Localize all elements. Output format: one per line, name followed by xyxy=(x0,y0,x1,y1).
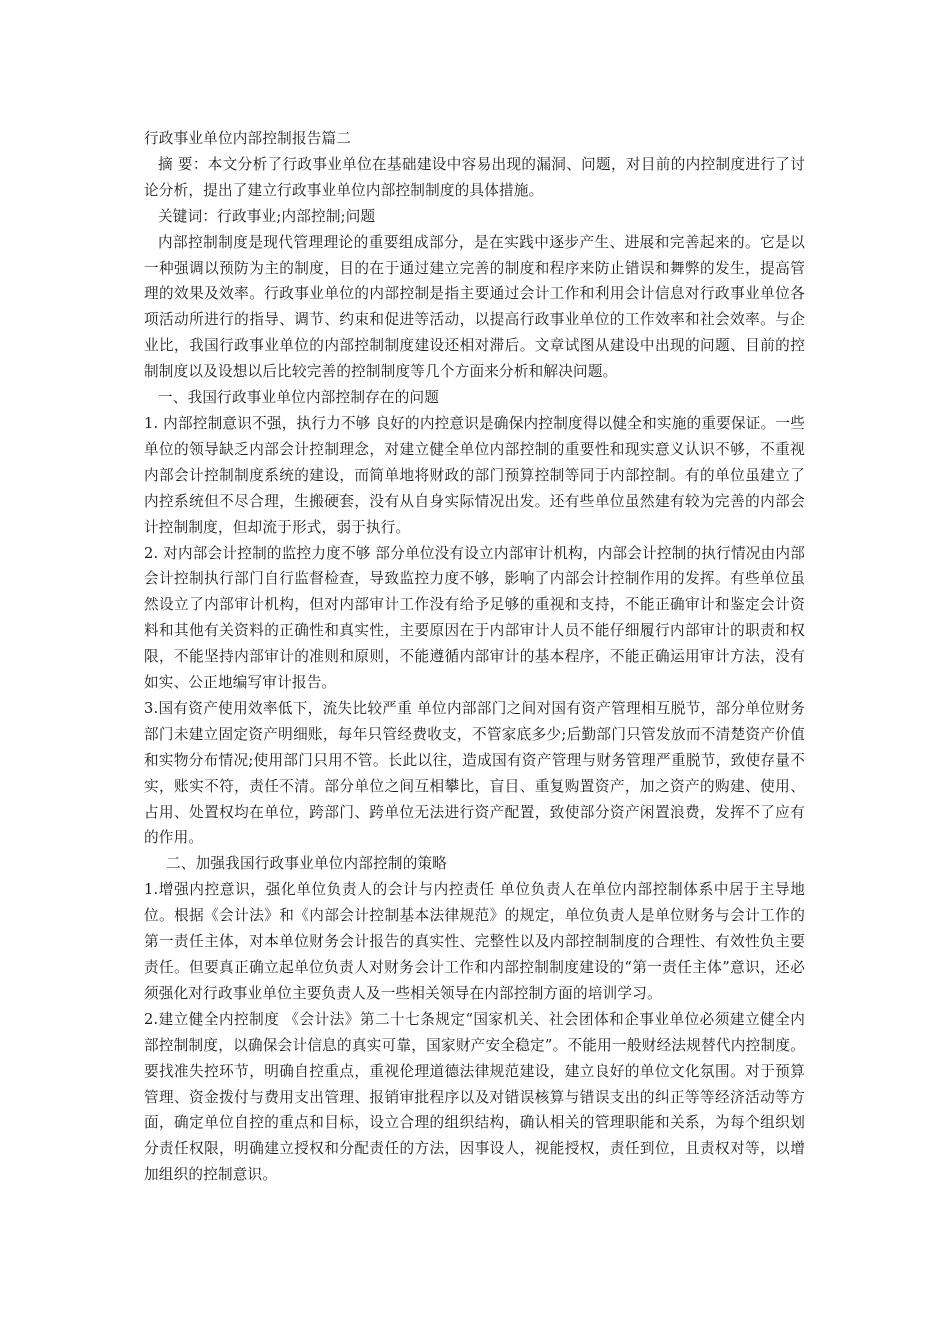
section1-paragraph-2: 2. 对内部会计控制的监控力度不够 部分单位没有设立内部审计机构，内部会计控制的执行情况由内部会计控制执行部门自行监督检查，导致监控力度不够，影响了内部会计控制作用的发挥。有些单位虽然设立了内部审计机构，但对内部审计工作没有给予足够的重视和支持，不能正确审计和鉴定会计资料和其他有关资料的正确性和真实性，主要原因在于内部审计人员不能仔细履行内部审计的职责和权限，不能坚持内部审计的准则和原则，不能遵循内部审计的基本程序，不能正确运用审计方法，没有如实、公正地编写审计报告。 xyxy=(144,544,805,692)
abstract-paragraph: 摘 要：本文分析了行政事业单位在基础建设中容易出现的漏洞、问题，对目前的内控制度进行了讨论分析，提出了建立行政事业单位内部控制制度的具体措施。 xyxy=(144,155,805,199)
section2-paragraph-2: 2.建立健全内控制度 《会计法》第二十七条规定“国家机关、社会团体和企事业单位必须建立健全内部控制制度，以确保会计信息的真实可靠，国家财产安全稳定”。不能用一般财经法规替代内控制度。要找准失控环节，明确自控重点，重视伦理道德法律规范建设，建立良好的单位文化氛围。对于预算管理、资金拨付与费用支出管理、报销审批程序以及对错误核算与错误支出的纠正等等经济活动等方面，确定单位自控的重点和目标，设立合理的组织结构，确认相关的管理职能和关系，为每个组织划分责任权限，明确建立授权和分配责任的方法，因事设人，视能授权，责任到位，且责权对等，以增加组织的控制意识。 xyxy=(144,1010,805,1184)
section1-paragraph-3: 3.国有资产使用效率低下，流失比较严重 单位内部部门之间对国有资产管理相互脱节，部分单位财务部门未建立固定资产明细账，每年只管经费收支，不管家底多少;后勤部门只管发放而不清楚资产价值和实物分布情况;使用部门只用不管。长此以往，造成国有资产管理与财务管理严重脱节，致使存量不实，账实不符，责任不清。部分单位之间互相攀比，盲目、重复购置资产，加之资产的购建、使用、占用、处置权均在单位，跨部门、跨单位无法进行资产配置，致使部分资产闲置浪费，发挥不了应有的作用。 xyxy=(144,699,805,847)
section2-paragraph-1: 1.增强内控意识，强化单位负责人的会计与内控责任 单位负责人在单位内部控制体系中居于主导地位。根据《会计法》和《内部会计控制基本法律规范》的规定，单位负责人是单位财务与会计工作的第一责任主体，对本单位财务会计报告的真实性、完整性以及内部控制制度的合理性、有效性负主要责任。但要真正确立起单位负责人对财务会计工作和内部控制制度建设的“第一责任主体”意识，还必须强化对行政事业单位主要负责人及一些相关领导在内部控制方面的培训学习。 xyxy=(144,881,805,1002)
section-heading-2: 二、加强我国行政事业单位内部控制的策略 xyxy=(166,855,448,873)
document-title: 行政事业单位内部控制报告篇二 xyxy=(144,130,352,147)
document-body xyxy=(144,126,805,1188)
intro-paragraph: 内部控制制度是现代管理理论的重要组成部分，是在实践中逐步产生、进展和完善起来的。它是以一种强调以预防为主的制度，目的在于通过建立完善的制度和程序来防止错误和舞弊的发生，提高管理的效果及效率。行政事业单位的内部控制是指主要通过会计工作和利用会计信息对行政事业单位各项活动所进行的指导、调节、约束和促进等活动，以提高行政事业单位的工作效率和社会效率。与企业比，我国行政事业单位的内部控制制度建设还相对滞后。文章试图从建设中出现的问题、目前的控制制度以及设想以后比较完善的控制制度等几个方面来分析和解决问题。 xyxy=(144,233,805,381)
keywords-line: 关键词：行政事业;内部控制;问题 xyxy=(158,207,376,225)
section-heading-1: 一、我国行政事业单位内部控制存在的问题 xyxy=(158,389,440,407)
section1-paragraph-1: 1. 内部控制意识不强，执行力不够 良好的内控意识是确保内控制度得以健全和实施的重要保证。一些单位的领导缺乏内部会计控制理念，对建立健全单位内部控制的重要性和现实意义认识不够，不重视内部会计控制制度系统的建设，而简单地将财政的部门预算控制等同于内部控制。有的单位虽建立了内控系统但不尽合理，生搬硬套，没有从自身实际情况出发。还有些单位虽然建有较为完善的内部会计控制制度，但却流于形式，弱于执行。 xyxy=(144,414,805,536)
